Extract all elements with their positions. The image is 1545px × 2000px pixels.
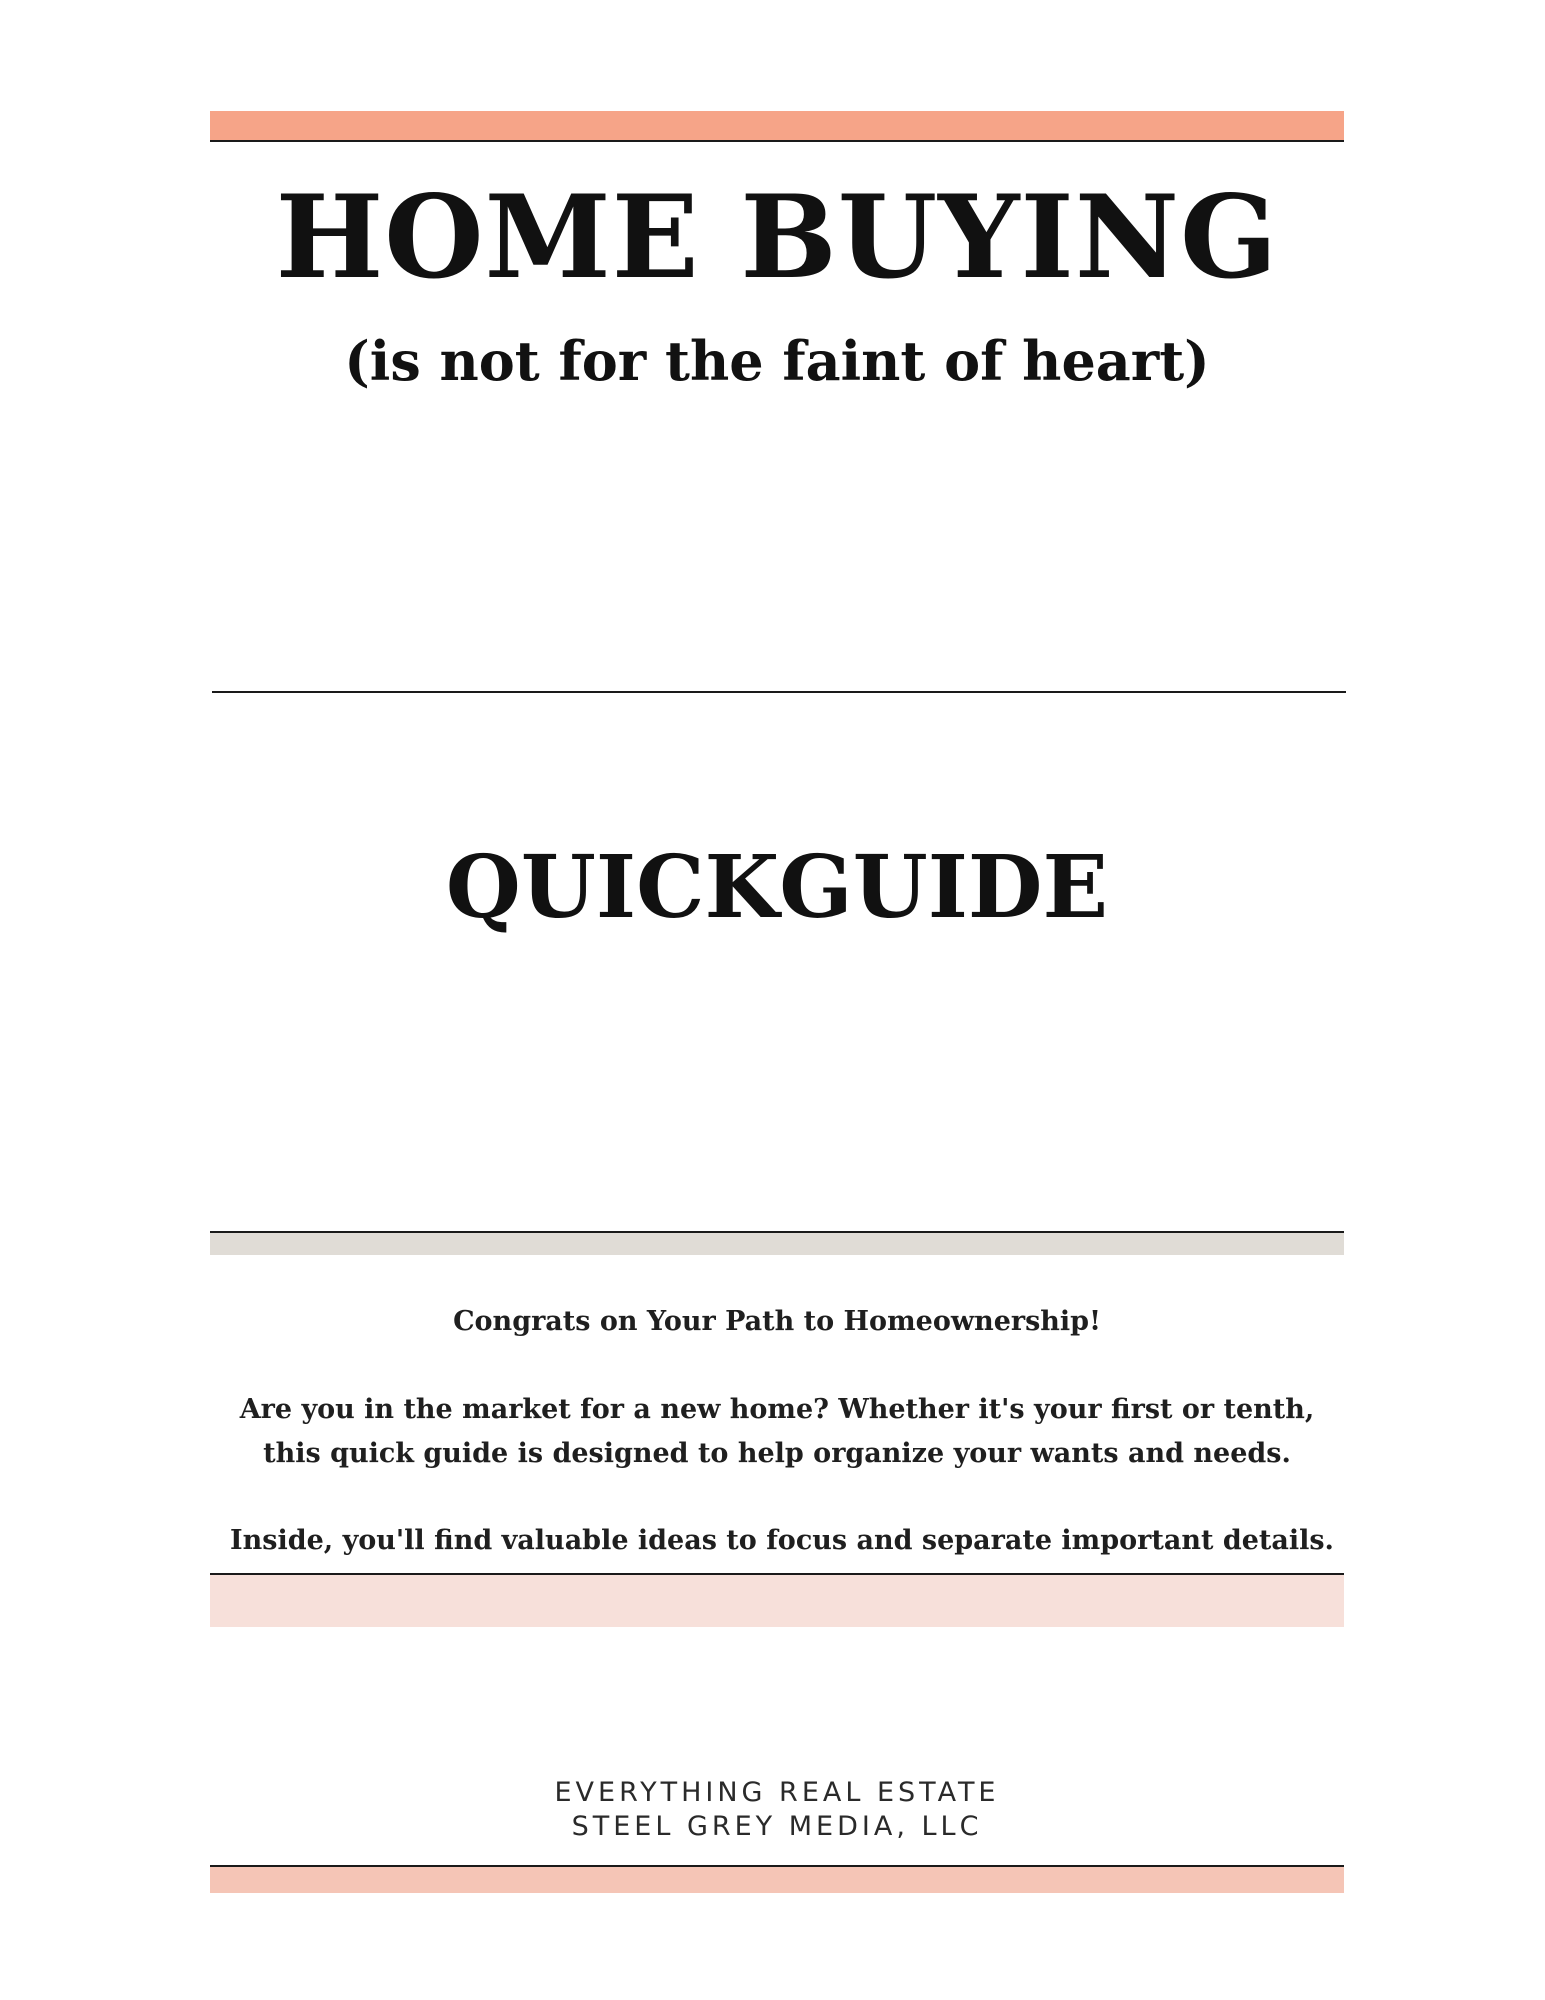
intro-heading: Congrats on Your Path to Homeownership! (453, 1306, 1101, 1337)
page-title: HOME BUYING (275, 170, 1279, 304)
intro-paragraph: Are you in the market for a new home? Whether it's your first or tenth, this quick guide is designed to help organize your wants and needs. (239, 1394, 1315, 1469)
top-accent-bar (210, 111, 1344, 141)
footer-line-2: STEEL GREY MEDIA, LLC (571, 1811, 983, 1842)
footer-line-1: EVERYTHING REAL ESTATE (554, 1777, 1000, 1808)
bottom-accent-bar (210, 1867, 1344, 1893)
middle-divider (212, 691, 1346, 693)
guide-label: QUICKGUIDE (445, 837, 1109, 938)
intro-inside-note: Inside, you'll find valuable ideas to focus and separate important details. (230, 1525, 1334, 1556)
top-divider (210, 140, 1344, 142)
grey-accent-bar (210, 1233, 1344, 1255)
pink-accent-bar (210, 1575, 1344, 1627)
page-subtitle: (is not for the faint of heart) (344, 329, 1210, 393)
